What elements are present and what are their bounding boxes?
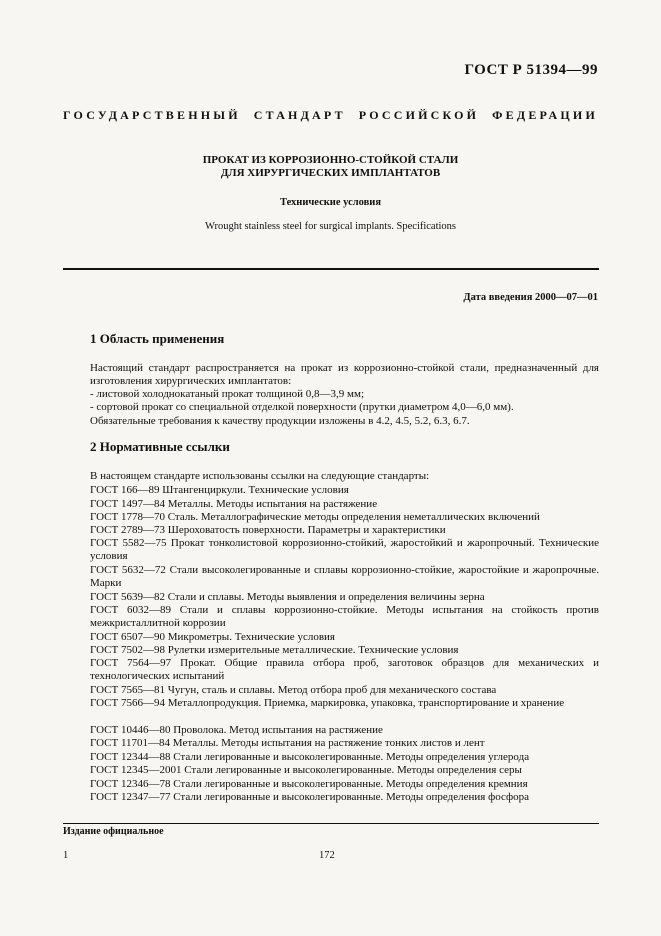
reference-item: ГОСТ 6032—89 Стали и сплавы коррозионно-стойкие. Методы испытания на стойкость против межкристаллитной коррозии [90, 604, 599, 629]
section-2-heading: 2 Нормативные ссылки [90, 439, 230, 454]
section-2-intro: В настоящем стандарте использованы ссылки на следующие стандарты: [90, 470, 430, 482]
header-divider [63, 268, 599, 270]
reference-item: ГОСТ 5639—82 Стали и сплавы. Методы выявления и определения величины зерна [90, 591, 485, 603]
state-standard-heading: ГОСУДАРСТВЕННЫЙ СТАНДАРТ РОССИЙСКОЙ ФЕДЕРАЦИИ [63, 108, 598, 122]
document-title [63, 154, 598, 180]
section-1-item: - листовой холоднокатаный прокат толщиной 0,8—3,9 мм; [90, 388, 365, 400]
page-number: 172 [319, 850, 335, 861]
reference-item: ГОСТ 1497—84 Металлы. Методы испытания на растяжение [90, 498, 378, 510]
title-line-1: ПРОКАТ ИЗ КОРРОЗИОННО-СТОЙКОЙ СТАЛИ [202, 154, 459, 166]
section-1-heading: 1 Область применения [90, 331, 225, 346]
section-1-paragraph: Обязательные требования к качеству продукции изложены в 4.2, 4.5, 5.2, 6.3, 6.7. [90, 415, 470, 427]
document-subtitle: Технические условия [279, 197, 382, 208]
reference-item: ГОСТ 12347—77 Стали легированные и высоколегированные. Методы определения фосфора [90, 791, 530, 803]
reference-item: ГОСТ 12346—78 Стали легированные и высоколегированные. Методы определения кремния [90, 778, 528, 790]
section-1-item: - сортовой прокат со специальной отделкой поверхности (прутки диаметром 4,0—6,0 мм). [90, 401, 514, 413]
reference-item: ГОСТ 5632—72 Стали высоколегированные и сплавы коррозионно-стойкие, жаростойкие и жаропрочные. Марки [90, 564, 599, 589]
section-1-paragraph: Настоящий стандарт распространяется на прокат из коррозионно-стойкой стали, предназначенный для изготовления хирургических имплантатов: [90, 362, 599, 387]
sheet-number: 1 [63, 850, 69, 861]
footer-divider [63, 823, 599, 824]
reference-item: ГОСТ 12344—88 Стали легированные и высоколегированные. Методы определения углерода [90, 751, 530, 763]
title-line-2: ДЛЯ ХИРУРГИЧЕСКИХ ИМПЛАНТАТОВ [220, 167, 441, 179]
official-edition-label: Издание официальное [63, 826, 164, 837]
english-title: Wrought stainless steel for surgical implants. Specifications [204, 221, 457, 232]
document-code: ГОСТ Р 51394—99 [464, 62, 598, 78]
reference-item: ГОСТ 11701—84 Металлы. Методы испытания на растяжение тонких листов и лент [90, 737, 485, 749]
reference-item: ГОСТ 7565—81 Чугун, сталь и сплавы. Метод отбора проб для механического состава [90, 684, 497, 696]
reference-item: ГОСТ 12345—2001 Стали легированные и высоколегированные. Методы определения серы [90, 764, 522, 776]
reference-item: ГОСТ 10446—80 Проволока. Метод испытания на растяжение [90, 724, 383, 736]
introduction-date: Дата введения 2000—07—01 [463, 292, 598, 303]
reference-item: ГОСТ 7564—97 Прокат. Общие правила отбора проб, заготовок образцов для механических и технологических испытаний [90, 657, 599, 682]
reference-item: ГОСТ 166—89 Штангенциркули. Технические условия [90, 484, 349, 496]
reference-item: ГОСТ 5582—75 Прокат тонколистовой коррозионно-стойкий, жаростойкий и жаропрочный. Технические условия [90, 537, 599, 562]
reference-item: ГОСТ 6507—90 Микрометры. Технические условия [90, 631, 335, 643]
reference-item: ГОСТ 1778—70 Сталь. Металлографические методы определения неметаллических включений [90, 511, 540, 523]
reference-item: ГОСТ 2789—73 Шероховатость поверхности. Параметры и характеристики [90, 524, 446, 536]
reference-item: ГОСТ 7566—94 Металлопродукция. Приемка, маркировка, упаковка, транспортирование и хранение [90, 697, 565, 709]
reference-item: ГОСТ 7502—98 Рулетки измерительные металлические. Технические условия [90, 644, 459, 656]
